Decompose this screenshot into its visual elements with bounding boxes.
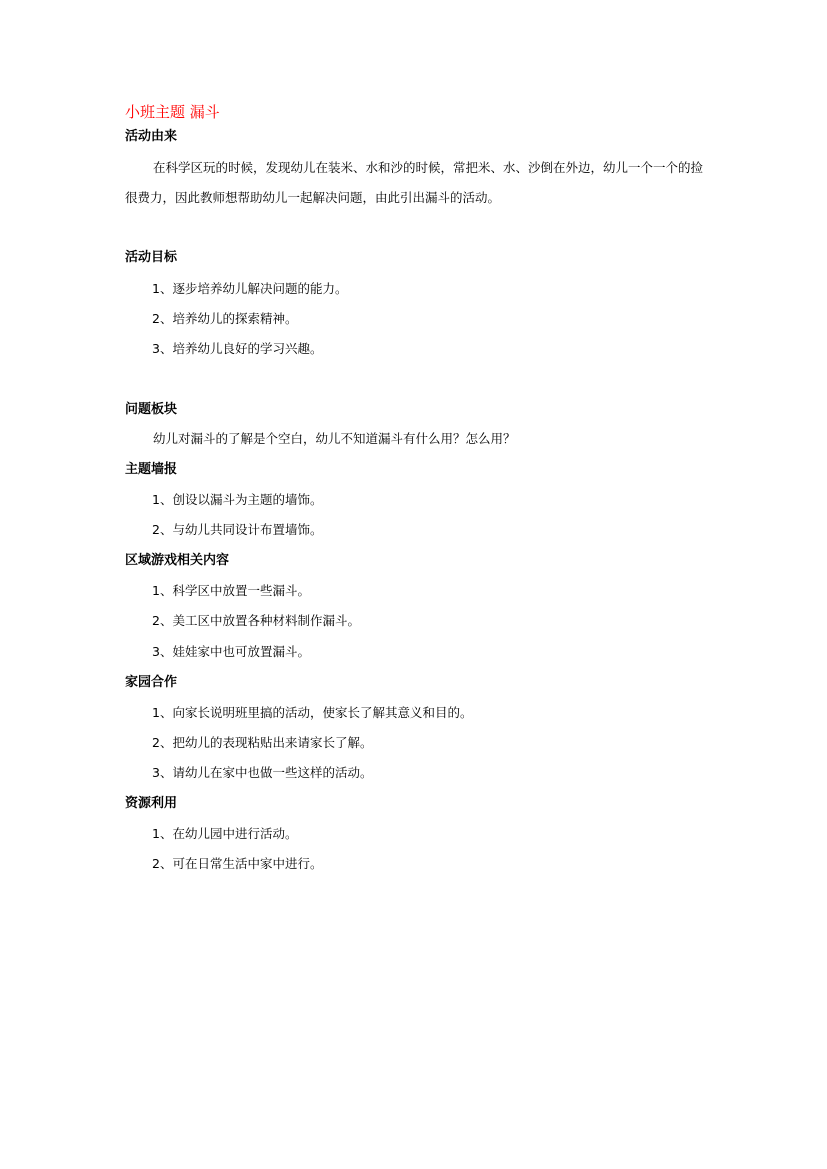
list-item: 2、与幼儿共同设计布置墙饰。 bbox=[152, 522, 323, 537]
section-heading-goals: 活动目标 bbox=[125, 250, 178, 265]
section-heading-problem: 问题板块 bbox=[125, 402, 178, 417]
section-heading-wall: 主题墙报 bbox=[125, 462, 178, 477]
section-paragraph-origin: 在科学区玩的时候，发现幼儿在装米、水和沙的时候，常把米、水、沙倒在外边，幼儿一个一个的捡很费力，因此教师想帮助幼儿一起解决问题，由此引出漏斗的活动。 bbox=[125, 160, 704, 205]
document-title: 小班主题 漏斗 bbox=[125, 103, 220, 121]
list-item: 1、逐步培养幼儿解决问题的能力。 bbox=[152, 281, 348, 296]
list-item: 1、创设以漏斗为主题的墙饰。 bbox=[152, 492, 323, 507]
list-item: 2、培养幼儿的探索精神。 bbox=[152, 311, 298, 326]
list-item: 3、请幼儿在家中也做一些这样的活动。 bbox=[152, 765, 373, 780]
section-heading-resources: 资源利用 bbox=[125, 796, 178, 811]
list-item: 1、科学区中放置一些漏斗。 bbox=[152, 583, 310, 598]
section-heading-area-games: 区域游戏相关内容 bbox=[125, 553, 230, 568]
list-item: 1、向家长说明班里搞的活动，使家长了解其意义和目的。 bbox=[152, 705, 473, 720]
list-item: 3、娃娃家中也可放置漏斗。 bbox=[152, 644, 310, 659]
section-heading-origin: 活动由来 bbox=[125, 129, 178, 144]
section-paragraph-problem: 幼儿对漏斗的了解是个空白，幼儿不知道漏斗有什么用？怎么用？ bbox=[153, 431, 516, 446]
section-heading-home-cooperation: 家园合作 bbox=[125, 675, 178, 690]
list-item: 2、美工区中放置各种材料制作漏斗。 bbox=[152, 613, 360, 628]
list-item: 2、把幼儿的表现粘贴出来请家长了解。 bbox=[152, 735, 373, 750]
list-item: 1、在幼儿园中进行活动。 bbox=[152, 826, 298, 841]
list-item: 3、培养幼儿良好的学习兴趣。 bbox=[152, 341, 323, 356]
list-item: 2、可在日常生活中家中进行。 bbox=[152, 856, 323, 871]
